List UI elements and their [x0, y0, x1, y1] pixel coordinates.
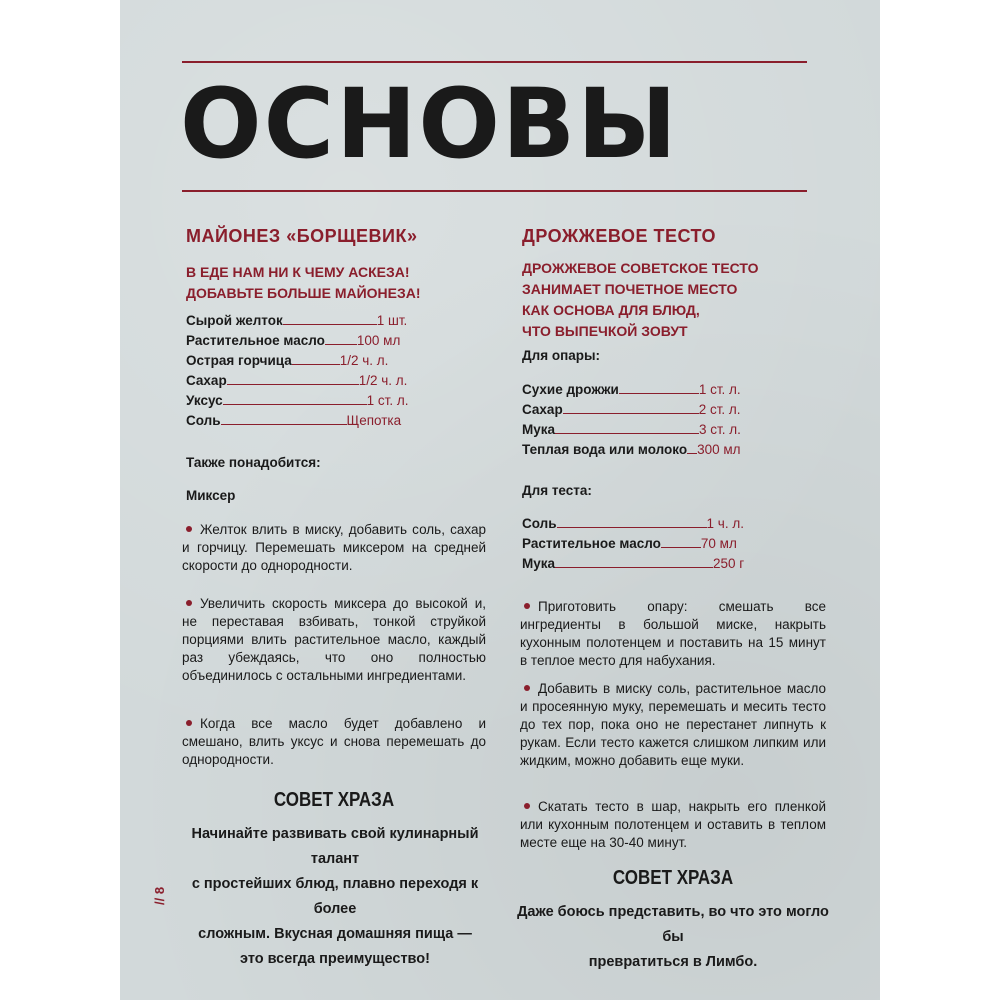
book-page — [120, 0, 880, 1000]
step-paragraph: Приготовить опару: смешать все ингредиенты в большой миске, накрыть кухонным полотенцем и поставить на 15 минут в теплое место для набухания. — [520, 599, 826, 668]
ingredient-row: Соль Щепотка — [186, 413, 402, 428]
also-needed-item: Миксер — [186, 488, 236, 503]
opara-label: Для опары: — [522, 348, 601, 363]
dough-label: Для теста: — [522, 483, 592, 498]
ingredient-row: Мука 3 ст. л. — [522, 422, 741, 437]
bullet-icon — [524, 603, 530, 609]
tip-heading: СОВЕТ ХРАЗА — [612, 867, 734, 889]
ingredient-row: Растительное масло 100 мл — [186, 333, 401, 348]
recipe-title-dough: ДРОЖЖЕВОЕ ТЕСТО — [522, 226, 717, 246]
ingredient-row: Растительное масло 70 мл — [522, 536, 737, 551]
ingredient-row: Острая горчица 1/2 ч. л. — [186, 353, 389, 368]
bullet-icon — [186, 600, 192, 606]
recipe-lead-dough: ДРОЖЖЕВОЕ СОВЕТСКОЕ ТЕСТО ЗАНИМАЕТ ПОЧЕТНОЕ МЕСТО КАК ОСНОВА ДЛЯ БЛЮД, ЧТО ВЫПЕЧКОЙ ЗОВУТ — [522, 260, 759, 339]
step-paragraph: Увеличить скорость миксера до высокой и, не переставая взбивать, тонкой струйкой порциями влить растительное масло, каждый раз убеждаясь, что оно полностью объединилось с остальными ингредиентами. — [182, 596, 486, 683]
step-paragraph: Желток влить в миску, добавить соль, сахар и горчицу. Перемешать миксером на средней скорости до однородности. — [182, 522, 486, 573]
bullet-icon — [524, 685, 530, 691]
recipe-lead-mayo: В ЕДЕ НАМ НИ К ЧЕМУ АСКЕЗА! ДОБАВЬТЕ БОЛЬШЕ МАЙОНЕЗА! — [186, 264, 421, 301]
page-title: ОСНОВЫ — [180, 68, 679, 180]
ingredient-row: Соль 1 ч. л. — [522, 516, 744, 531]
step-paragraph: Когда все масло будет добавлено и смешано, влить уксус и снова перемешать до однородности. — [182, 716, 486, 767]
ingredient-row: Сахар 2 ст. л. — [522, 402, 741, 417]
page-number: // 8 — [152, 886, 167, 905]
ingredient-row: Мука 250 г — [522, 556, 745, 571]
bullet-icon — [524, 803, 530, 809]
bullet-icon — [186, 720, 192, 726]
title-rule — [182, 190, 807, 192]
step-paragraph: Скатать тесто в шар, накрыть его пленкой или кухонным полотенцем и оставить в теплом месте еще на 30-40 минут. — [520, 799, 826, 850]
ingredient-row: Сахар 1/2 ч. л. — [186, 373, 408, 388]
ingredient-row: Сырой желток 1 шт. — [186, 313, 408, 328]
tip-text: Начинайте развивать свой кулинарный талант с простейших блюд, плавно переходя к более сложным. Вкусная домашняя пища — это всегда преимущество! — [191, 826, 479, 967]
tip-text: Даже боюсь представить, во что это могло бы превратиться в Лимбо. — [517, 904, 829, 970]
tip-heading: СОВЕТ ХРАЗА — [273, 789, 395, 811]
ingredient-row: Теплая вода или молоко 300 мл — [522, 442, 741, 457]
top-rule — [182, 61, 807, 63]
also-needed-label: Также понадобится: — [186, 455, 321, 470]
recipe-title-mayo: МАЙОНЕЗ «БОРЩЕВИК» — [186, 226, 418, 246]
bullet-icon — [186, 526, 192, 532]
ingredient-row: Сухие дрожжи 1 ст. л. — [522, 382, 741, 397]
ingredient-row: Уксус 1 ст. л. — [186, 393, 409, 408]
step-paragraph: Добавить в миску соль, растительное масло и просеянную муку, перемешать и месить тесто до тех пор, пока оно не перестанет липнуть к рукам. Если тесто кажется слишком липким или жидким, можно добавить еще муки. — [520, 681, 826, 768]
